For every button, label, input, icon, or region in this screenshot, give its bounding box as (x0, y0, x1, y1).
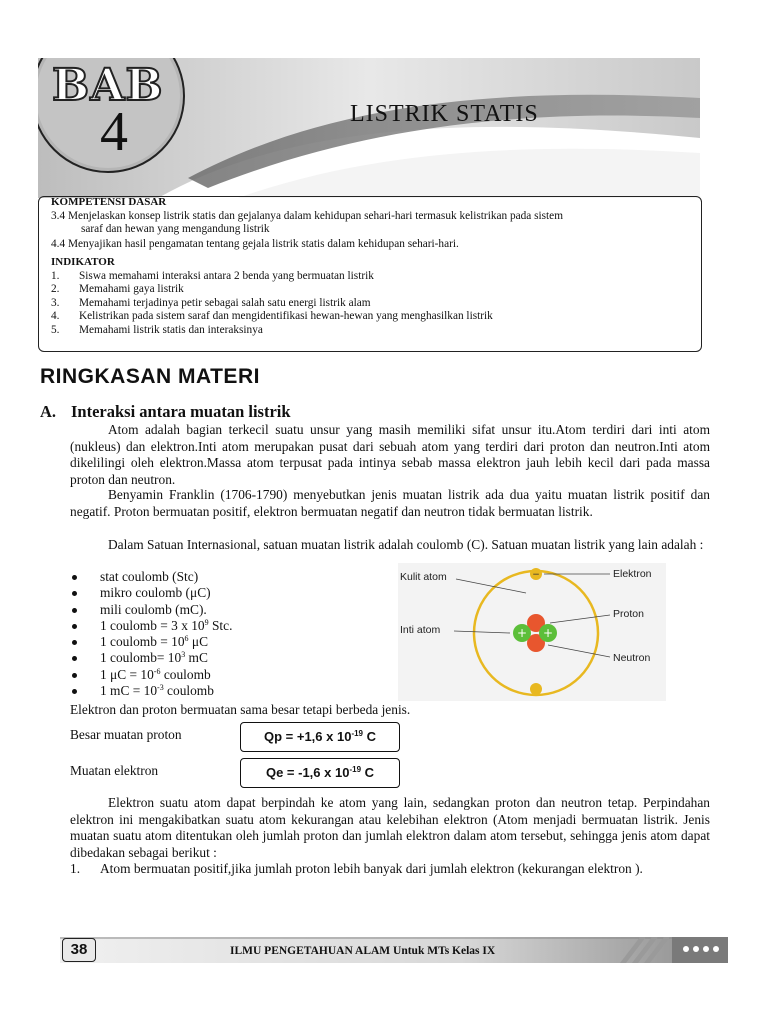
page-number: 38 (62, 938, 96, 962)
proton-charge-label: Besar muatan proton (70, 727, 182, 742)
label-inti-atom: Inti atom (400, 624, 441, 636)
kd-item (51, 210, 701, 237)
subsection-heading (40, 402, 291, 422)
electron-minus-sign: − (532, 570, 540, 580)
list-item: 1 coulomb = $10^6$ μC (70, 634, 232, 650)
indikator-heading: INDIKATOR (51, 256, 115, 268)
paragraph: Benyamin Franklin (1706-1790) menyebutkan jenis muatan listrik ada dua yaitu muatan listrik positif dan negatif. Proton bermuatan positif, elektron bermuatan negatif dan neutron tidak bermuatan listrik. (70, 487, 710, 519)
list-item: 1 mC = $10^{-3}$ coulomb (70, 683, 232, 699)
kd-item-line: 4.4 Menyajikan hasil pengamatan tentang gejala listrik statis dalam kehidupan sehari-hari. (51, 237, 459, 250)
proton-plus-sign: + (516, 626, 528, 640)
label-elektron: Elektron (613, 568, 652, 580)
section-title: RINGKASAN MATERI (40, 365, 260, 388)
label-kulit-atom: Kulit atom (400, 571, 447, 583)
paragraph: Elektron dan proton bermuatan sama besar tetapi berbeda jenis. (70, 702, 411, 717)
indikator-item: 4. Kelistrikan pada sistem saraf dan mengidentifikasi hewan-hewan yang menghasilkan listrik (51, 310, 493, 322)
list-item: 1 coulomb = 3 x $10^9$ Stc. (70, 618, 232, 634)
indikator-item: 5. Memahami listrik statis dan interaksinya (51, 323, 263, 336)
electron-charge-label: Muatan elektron (70, 763, 159, 778)
paragraph: Dalam Satuan Internasional, satuan muatan listrik adalah coulomb (C). Satuan muatan listrik yang lain adalah : (108, 537, 704, 552)
indikator-item: 3. Memahami terjadinya petir sebagai salah satu energi listrik alam (51, 296, 371, 309)
kd-heading: KOMPETENSI DASAR (51, 196, 167, 208)
unit-list (70, 569, 232, 699)
list-item: mili coulomb (mC). (70, 602, 232, 618)
bab-word: BAB (52, 60, 164, 111)
kd-item-line: 3.4 Menjelaskan konsep listrik statis dan gejalanya dalam kehidupan sehari-hari termasuk kelistrikan pada sistem (51, 209, 563, 222)
list-item: 1 $\mu C = 10^{-6}$ coulomb (70, 667, 232, 683)
list-item: stat coulomb (Stc) (70, 569, 232, 585)
paragraph: Elektron suatu atom dapat berpindah ke atom yang lain, sedangkan proton dan neutron tetap. Perpindahan elektron ini mengakibatkan suatu atom kekurangan atau kelebihan elektron (Atom menjadi bermuatan listrik. Jenis muatan suatu atom ditentukan oleh jumlah proton dan jumlah elektron dalam atom tersebut, sehingga jenis atom dapat dibedakan sebagai berikut : (70, 795, 710, 860)
kd-item (51, 238, 701, 252)
paragraph: Atom adalah bagian terkecil suatu unsur yang masih memiliki sifat unsur itu.Atom terdiri dari inti atom (nukleus) dan elektron.Inti atom merupakan pusat dari sebuah atom yang terdiri dari proton dan neutron.Inti atom dikelilingi oleh elektron.Massa atom terpusat pada intinya sebab massa elektron jauh lebih kecil dari pada massa proton dan neutron. (70, 422, 710, 487)
proton-charge-formula: Qp = +1,6 x $10^{-19}$ C (240, 722, 400, 752)
kd-item-line: saraf dan hewan yang mengandung listrik (81, 223, 270, 235)
footer-title: ILMU PENGETAHUAN ALAM Untuk MTs Kelas IX (230, 945, 496, 957)
label-proton: Proton (613, 608, 644, 620)
indikator-item: 1. Siswa memahami interaksi antara 2 benda yang bermuatan listrik (51, 269, 374, 282)
subsection-label: A. (40, 402, 57, 421)
indikator-item: 2. Memahami gaya listrik (51, 283, 184, 295)
label-neutron: Neutron (613, 652, 651, 664)
atom-diagram (398, 563, 666, 701)
subsection-title: Interaksi antara muatan listrik (71, 402, 291, 421)
chapter-number: 4 (100, 101, 128, 163)
competency-box (38, 196, 702, 352)
chapter-title: LISTRIK STATIS (350, 101, 539, 127)
list-item: 1 coulomb= $10^3$ mC (70, 650, 232, 666)
list-item: 1. Atom bermuatan positif,jika jumlah proton lebih banyak dari jumlah elektron (kekurangan elektron ). (70, 861, 643, 876)
proton-plus-sign: + (542, 626, 554, 640)
chapter-header (38, 58, 700, 198)
list-item: mikro coulomb (μC) (70, 585, 232, 601)
electron-charge-formula: Qe = -1,6 x $10^{-19}$ C (240, 758, 400, 788)
